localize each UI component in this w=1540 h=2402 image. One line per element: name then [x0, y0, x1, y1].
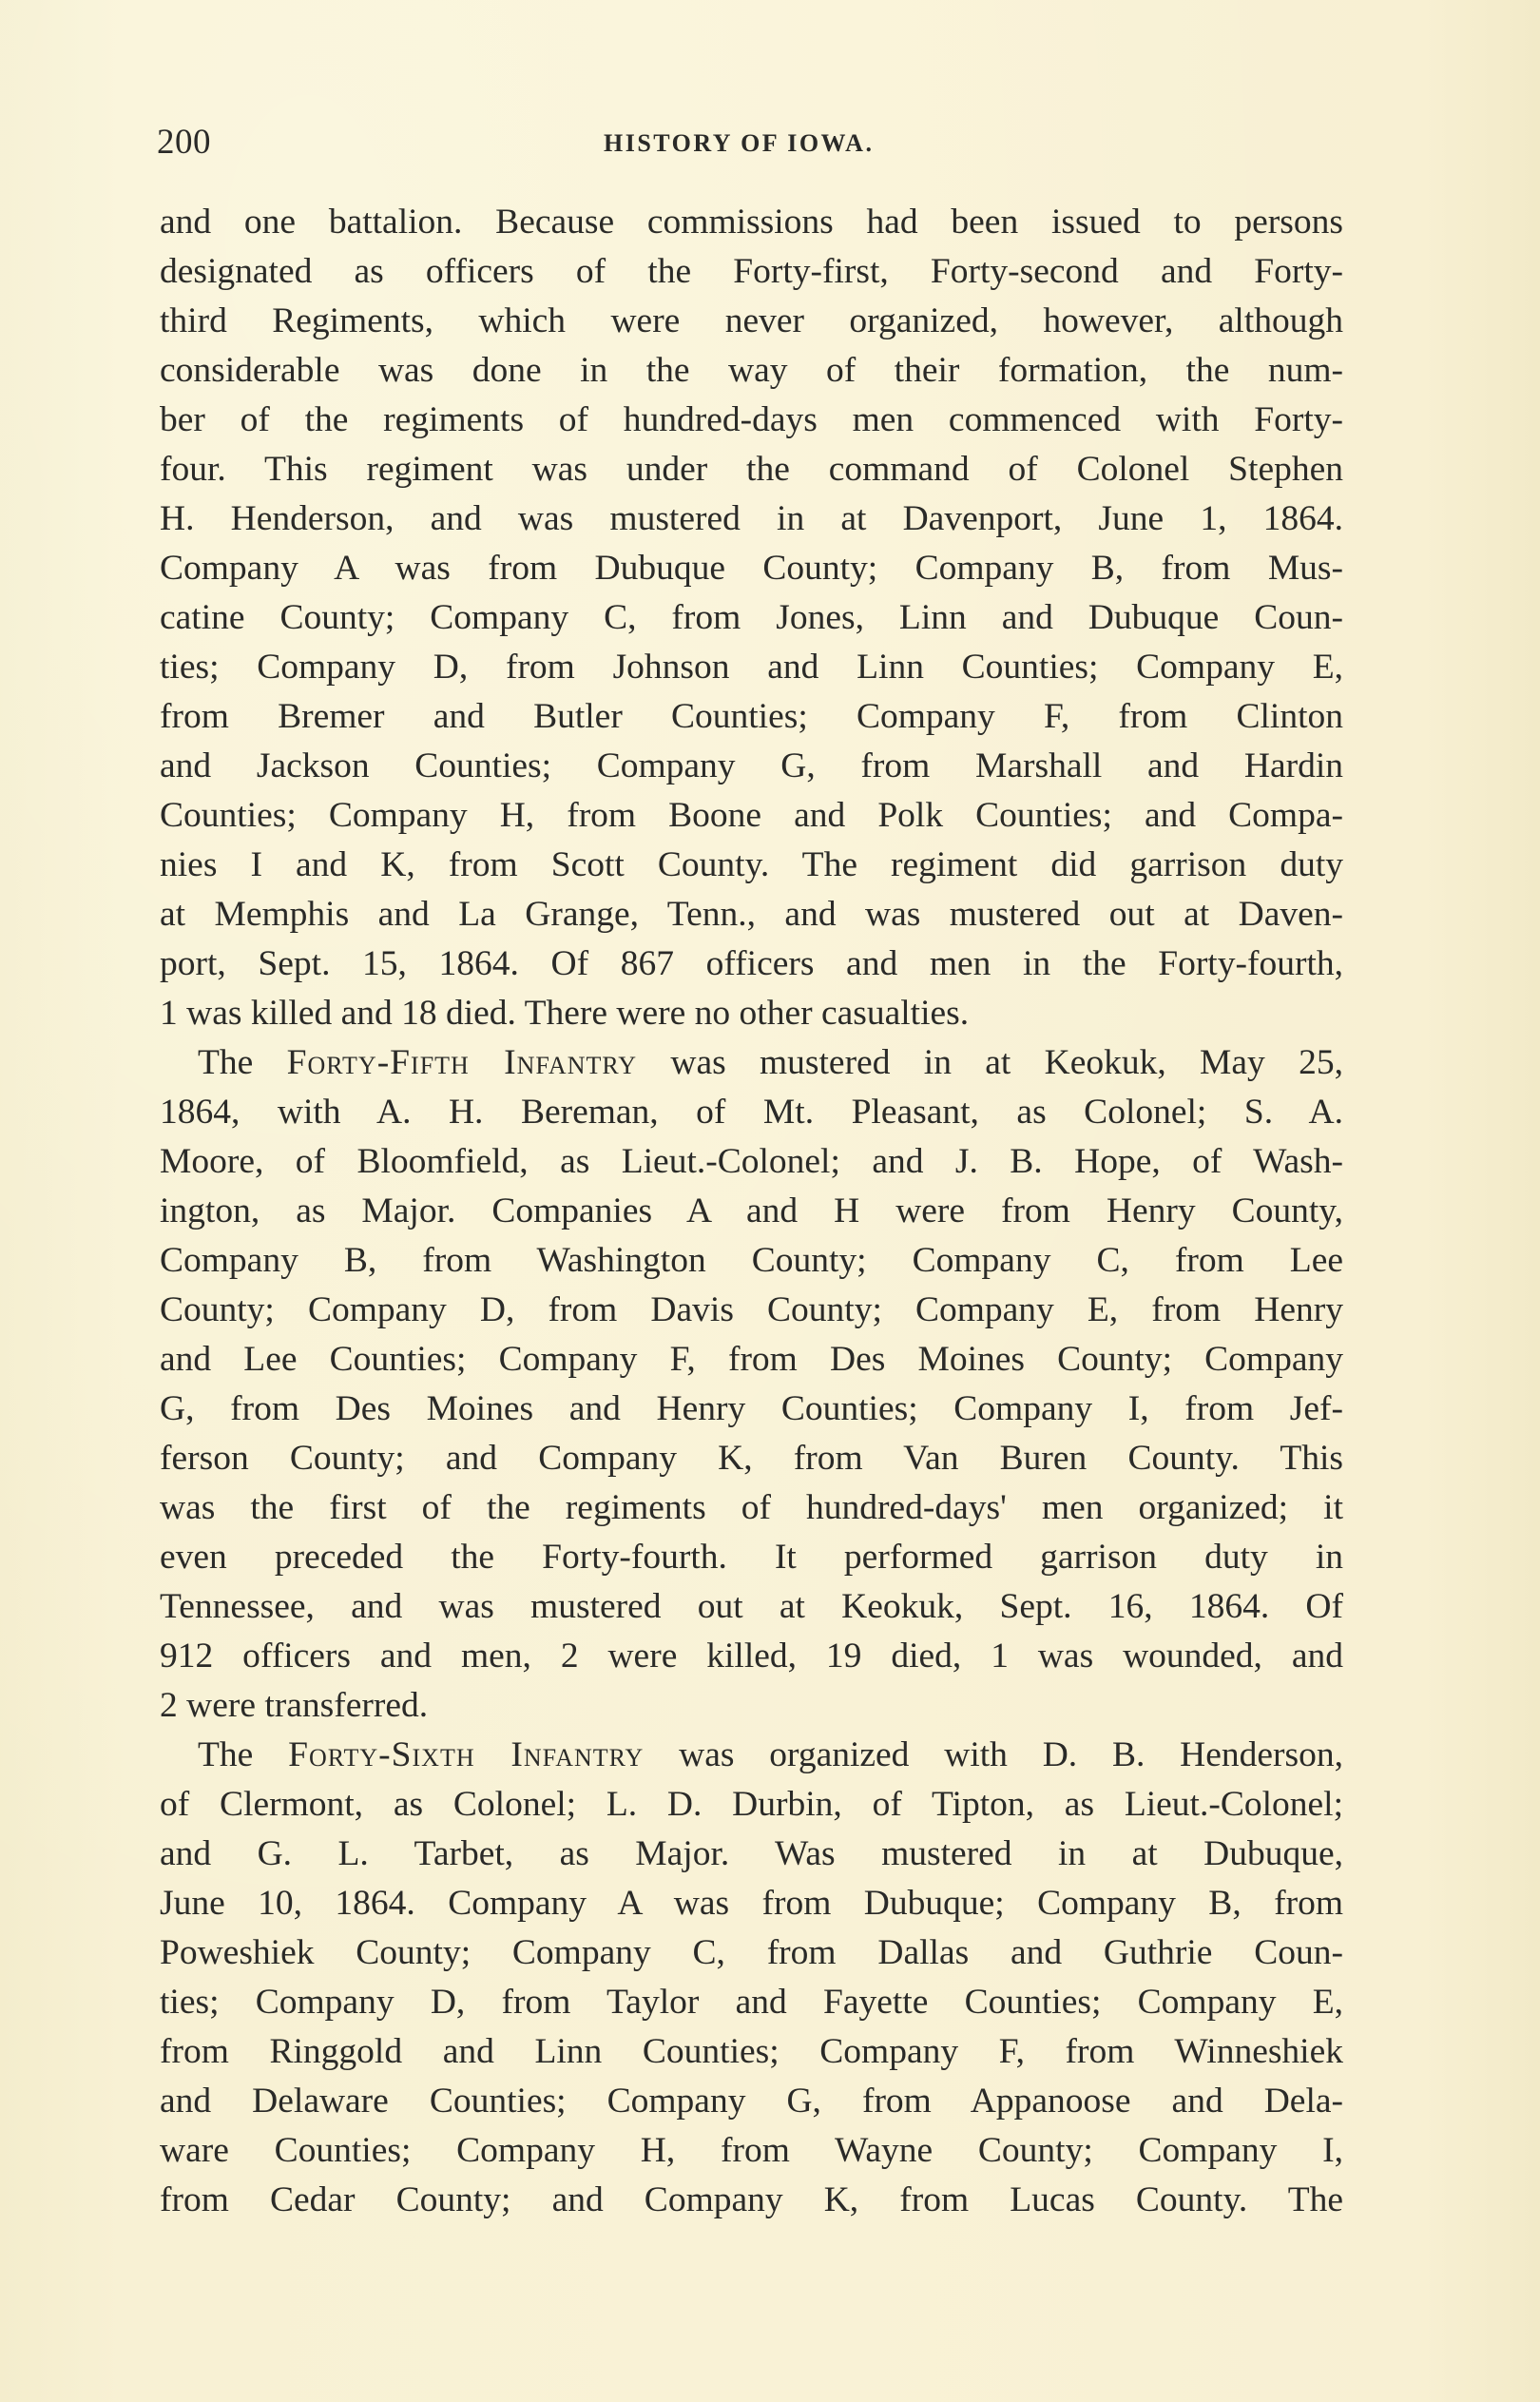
text-line: from Bremer and Butler Counties; Company F, from Clinton — [160, 697, 1343, 736]
text-line: 912 officers and men, 2 were killed, 19 died, 1 was wounded, and — [160, 1637, 1343, 1676]
text-line: and Delaware Counties; Company G, from Appanoose and Dela- — [160, 2082, 1343, 2121]
text-fragment: The — [198, 1735, 289, 1774]
text-line: from Ringgold and Linn Counties; Company F, from Winneshiek — [160, 2032, 1343, 2071]
text-line: G, from Des Moines and Henry Counties; Company I, from Jef- — [160, 1389, 1343, 1428]
paragraph-forty-sixth — [160, 1731, 1343, 2225]
page-number: 200 — [157, 123, 211, 162]
text-line: catine County; Company C, from Jones, Linn and Dubuque Coun- — [160, 598, 1343, 637]
text-line: Company B, from Washington County; Company C, from Lee — [160, 1241, 1343, 1280]
text-fragment: The — [198, 1043, 287, 1082]
text-line: H. Henderson, and was mustered in at Davenport, June 1, 1864. — [160, 499, 1343, 538]
text-line: ties; Company D, from Johnson and Linn Counties; Company E, — [160, 648, 1343, 687]
text-line: Moore, of Bloomfield, as Lieut.-Colonel; and J. B. Hope, of Wash- — [160, 1142, 1343, 1181]
text-line: even preceded the Forty-fourth. It performed garrison duty in — [160, 1538, 1343, 1577]
text-line: Counties; Company H, from Boone and Polk Counties; and Compa- — [160, 796, 1343, 835]
regiment-heading: Forty-Sixth Infantry — [288, 1735, 645, 1774]
text-line: Tennessee, and was mustered out at Keokuk, Sept. 16, 1864. Of — [160, 1587, 1343, 1626]
text-line: four. This regiment was under the command of Colonel Stephen — [160, 450, 1343, 489]
running-title: HISTORY OF IOWA. — [604, 129, 875, 157]
text-line: June 10, 1864. Company A was from Dubuque; Company B, from — [160, 1884, 1343, 1923]
paragraph-forty-fifth — [160, 1038, 1343, 1731]
text-line: ington, as Major. Companies A and H were from Henry County, — [160, 1191, 1343, 1230]
text-line: and one battalion. Because commissions had been issued to persons — [160, 203, 1343, 242]
text-line: nies I and K, from Scott County. The regiment did garrison duty — [160, 845, 1343, 884]
text-line: ties; Company D, from Taylor and Fayette Counties; Company E, — [160, 1983, 1343, 2022]
text-line: considerable was done in the way of their formation, the num- — [160, 351, 1343, 390]
regiment-heading: Forty-Fifth Infantry — [286, 1043, 638, 1082]
text-line: and Lee Counties; Company F, from Des Moines County; Company — [160, 1340, 1343, 1379]
text-line: ware Counties; Company H, from Wayne County; Company I, — [160, 2131, 1343, 2170]
text-line: from Cedar County; and Company K, from Lucas County. The — [160, 2180, 1343, 2219]
text-line: 2 were transferred. — [160, 1686, 429, 1725]
text-line: port, Sept. 15, 1864. Of 867 officers and men in the Forty-fourth, — [160, 944, 1343, 983]
body-text — [160, 198, 1343, 2219]
paragraph-first-line — [160, 1038, 1343, 1088]
text-line: third Regiments, which were never organized, however, although — [160, 301, 1343, 340]
text-line: ber of the regiments of hundred-days men commenced with Forty- — [160, 400, 1343, 439]
text-fragment: was organized with D. B. Henderson, — [644, 1735, 1343, 1774]
paragraph-first-line — [160, 1731, 1343, 1780]
text-line: and Jackson Counties; Company G, from Marshall and Hardin — [160, 746, 1343, 785]
paragraph-forty-fourth — [160, 198, 1343, 1038]
text-line: Poweshiek County; Company C, from Dallas and Guthrie Coun- — [160, 1933, 1343, 1972]
text-line: designated as officers of the Forty-first, Forty-second and Forty- — [160, 252, 1343, 291]
text-line: and G. L. Tarbet, as Major. Was mustered in at Dubuque, — [160, 1834, 1343, 1873]
text-line: ferson County; and Company K, from Van Buren County. This — [160, 1439, 1343, 1478]
text-line: County; Company D, from Davis County; Company E, from Henry — [160, 1290, 1343, 1329]
text-line: 1864, with A. H. Bereman, of Mt. Pleasant, as Colonel; S. A. — [160, 1093, 1343, 1132]
text-fragment: was mustered in at Keokuk, May 25, — [637, 1043, 1343, 1082]
text-line: of Clermont, as Colonel; L. D. Durbin, of Tipton, as Lieut.-Colonel; — [160, 1785, 1343, 1824]
page-header — [157, 122, 1345, 169]
text-line: 1 was killed and 18 died. There were no other casualties. — [160, 994, 970, 1033]
text-line: was the first of the regiments of hundred-days' men organized; it — [160, 1488, 1343, 1527]
text-line: Company A was from Dubuque County; Company B, from Mus- — [160, 549, 1343, 588]
text-line: at Memphis and La Grange, Tenn., and was mustered out at Daven- — [160, 895, 1343, 934]
